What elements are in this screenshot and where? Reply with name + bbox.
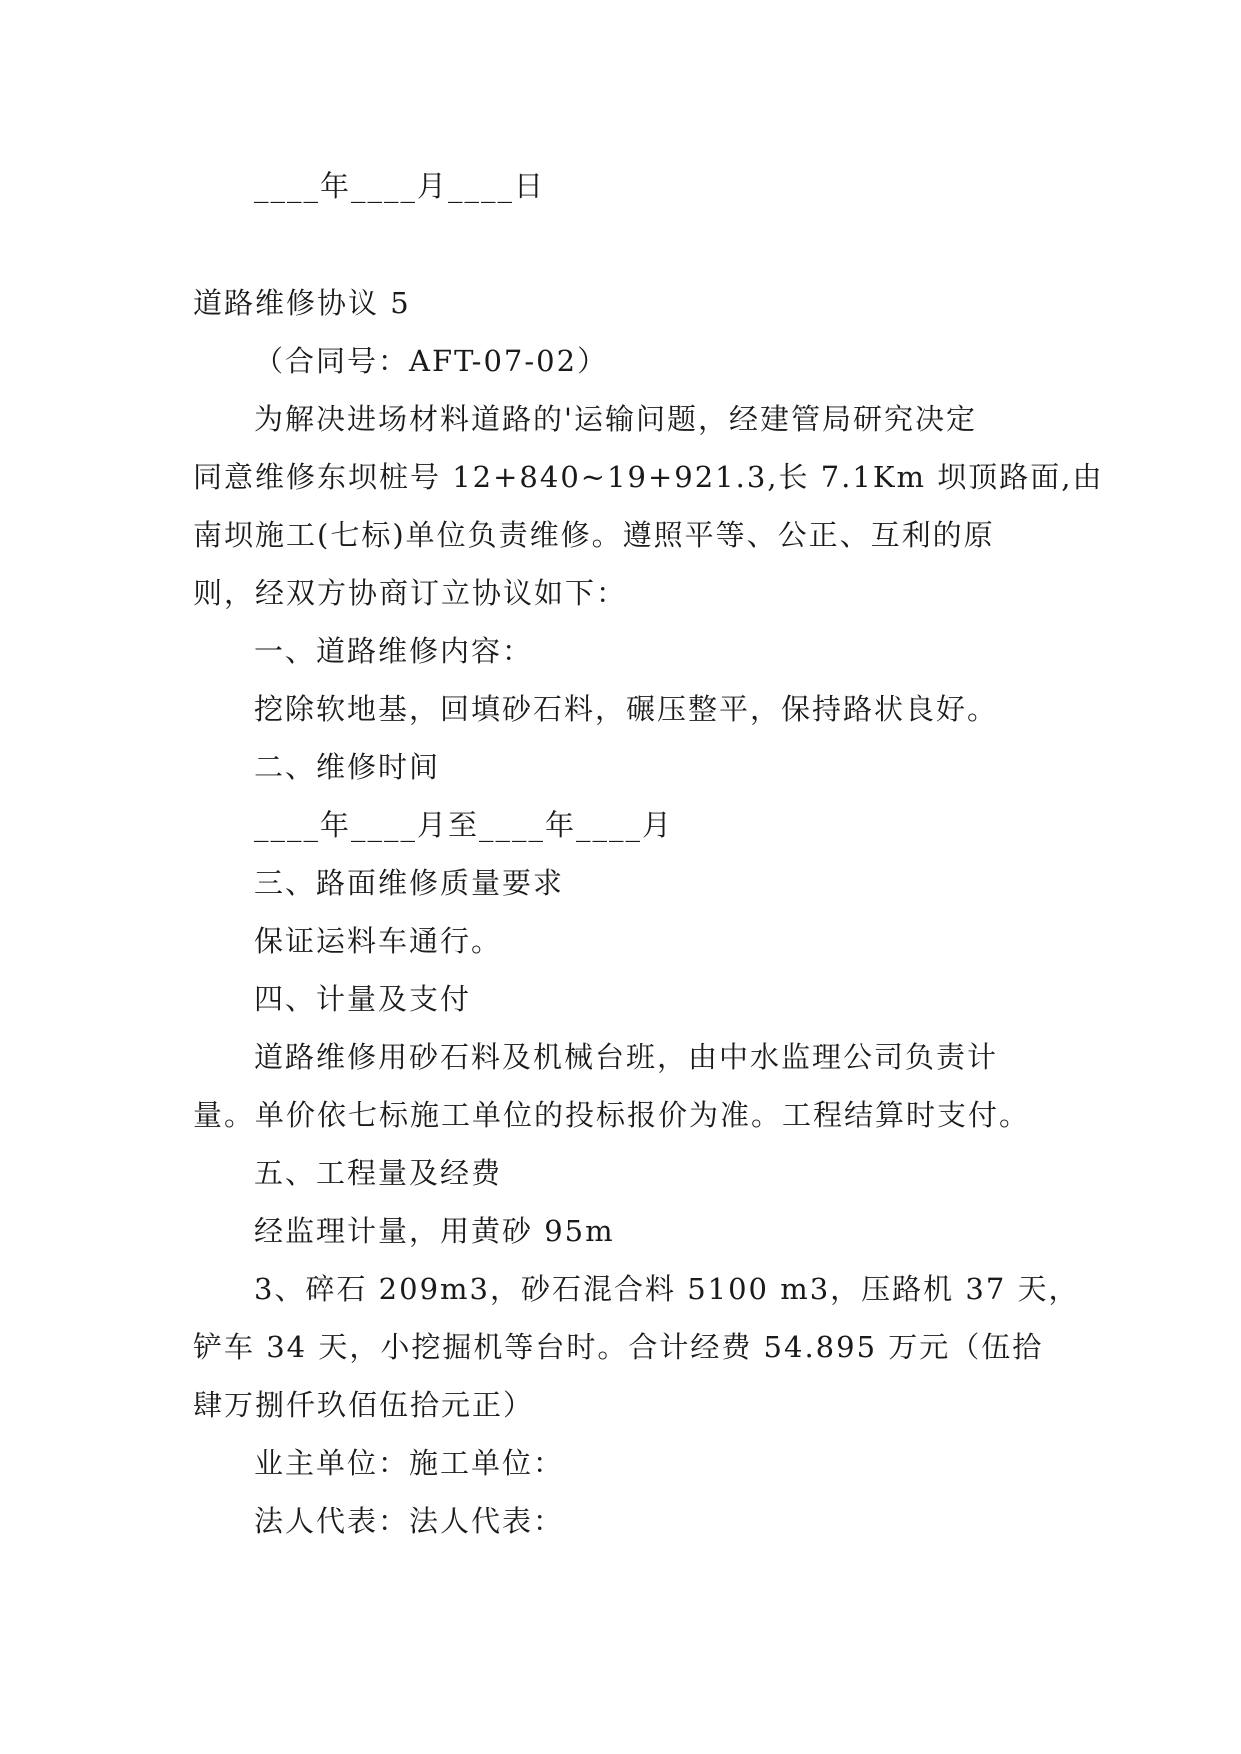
intro-line-3: 南坝施工(七标)单位负责维修。遵照平等、公正、互利的原 bbox=[193, 518, 995, 552]
section3-heading: 三、路面维修质量要求 bbox=[254, 866, 565, 900]
section5-heading: 五、工程量及经费 bbox=[254, 1156, 503, 1190]
section2-body: ____年____月至____年____月 bbox=[254, 808, 674, 842]
section3-body: 保证运料车通行。 bbox=[254, 924, 503, 958]
section5-body-line-4: 肆万捌仟玖佰伍拾元正） bbox=[193, 1388, 535, 1422]
intro-line-2: 同意维修东坝桩号 12+840~19+921.3,长 7.1Km 坝顶路面,由 bbox=[193, 460, 1104, 494]
section5-body-line-3: 铲车 34 天，小挖掘机等台时。合计经费 54.895 万元（伍拾 bbox=[193, 1330, 1044, 1364]
section1-body: 挖除软地基，回填砂石料，碾压整平，保持路状良好。 bbox=[254, 692, 999, 726]
intro-line-4: 则，经双方协商订立协议如下： bbox=[193, 576, 628, 610]
date-line: ____年____月____日 bbox=[254, 169, 546, 203]
section4-heading: 四、计量及支付 bbox=[254, 982, 472, 1016]
document-title: 道路维修协议 5 bbox=[193, 286, 411, 320]
section4-body-line-1: 道路维修用砂石料及机械台班，由中水监理公司负责计 bbox=[254, 1040, 999, 1074]
section5-body-line-2: 3、碎石 209m3，砂石混合料 5100 m3，压路机 37 天， bbox=[254, 1272, 1080, 1306]
section5-body-line-1: 经监理计量，用黄砂 95m bbox=[254, 1214, 615, 1248]
intro-line-1: 为解决进场材料道路的'运输问题，经建管局研究决定 bbox=[254, 402, 977, 436]
signature-owner-contractor: 业主单位：施工单位： bbox=[254, 1446, 565, 1480]
contract-number: （合同号：AFT-07-02） bbox=[254, 344, 609, 378]
section2-heading: 二、维修时间 bbox=[254, 750, 441, 784]
section1-heading: 一、道路维修内容： bbox=[254, 634, 534, 668]
section4-body-line-2: 量。单价依七标施工单位的投标报价为准。工程结算时支付。 bbox=[193, 1098, 1031, 1132]
signature-legal-reps: 法人代表：法人代表： bbox=[254, 1504, 565, 1538]
